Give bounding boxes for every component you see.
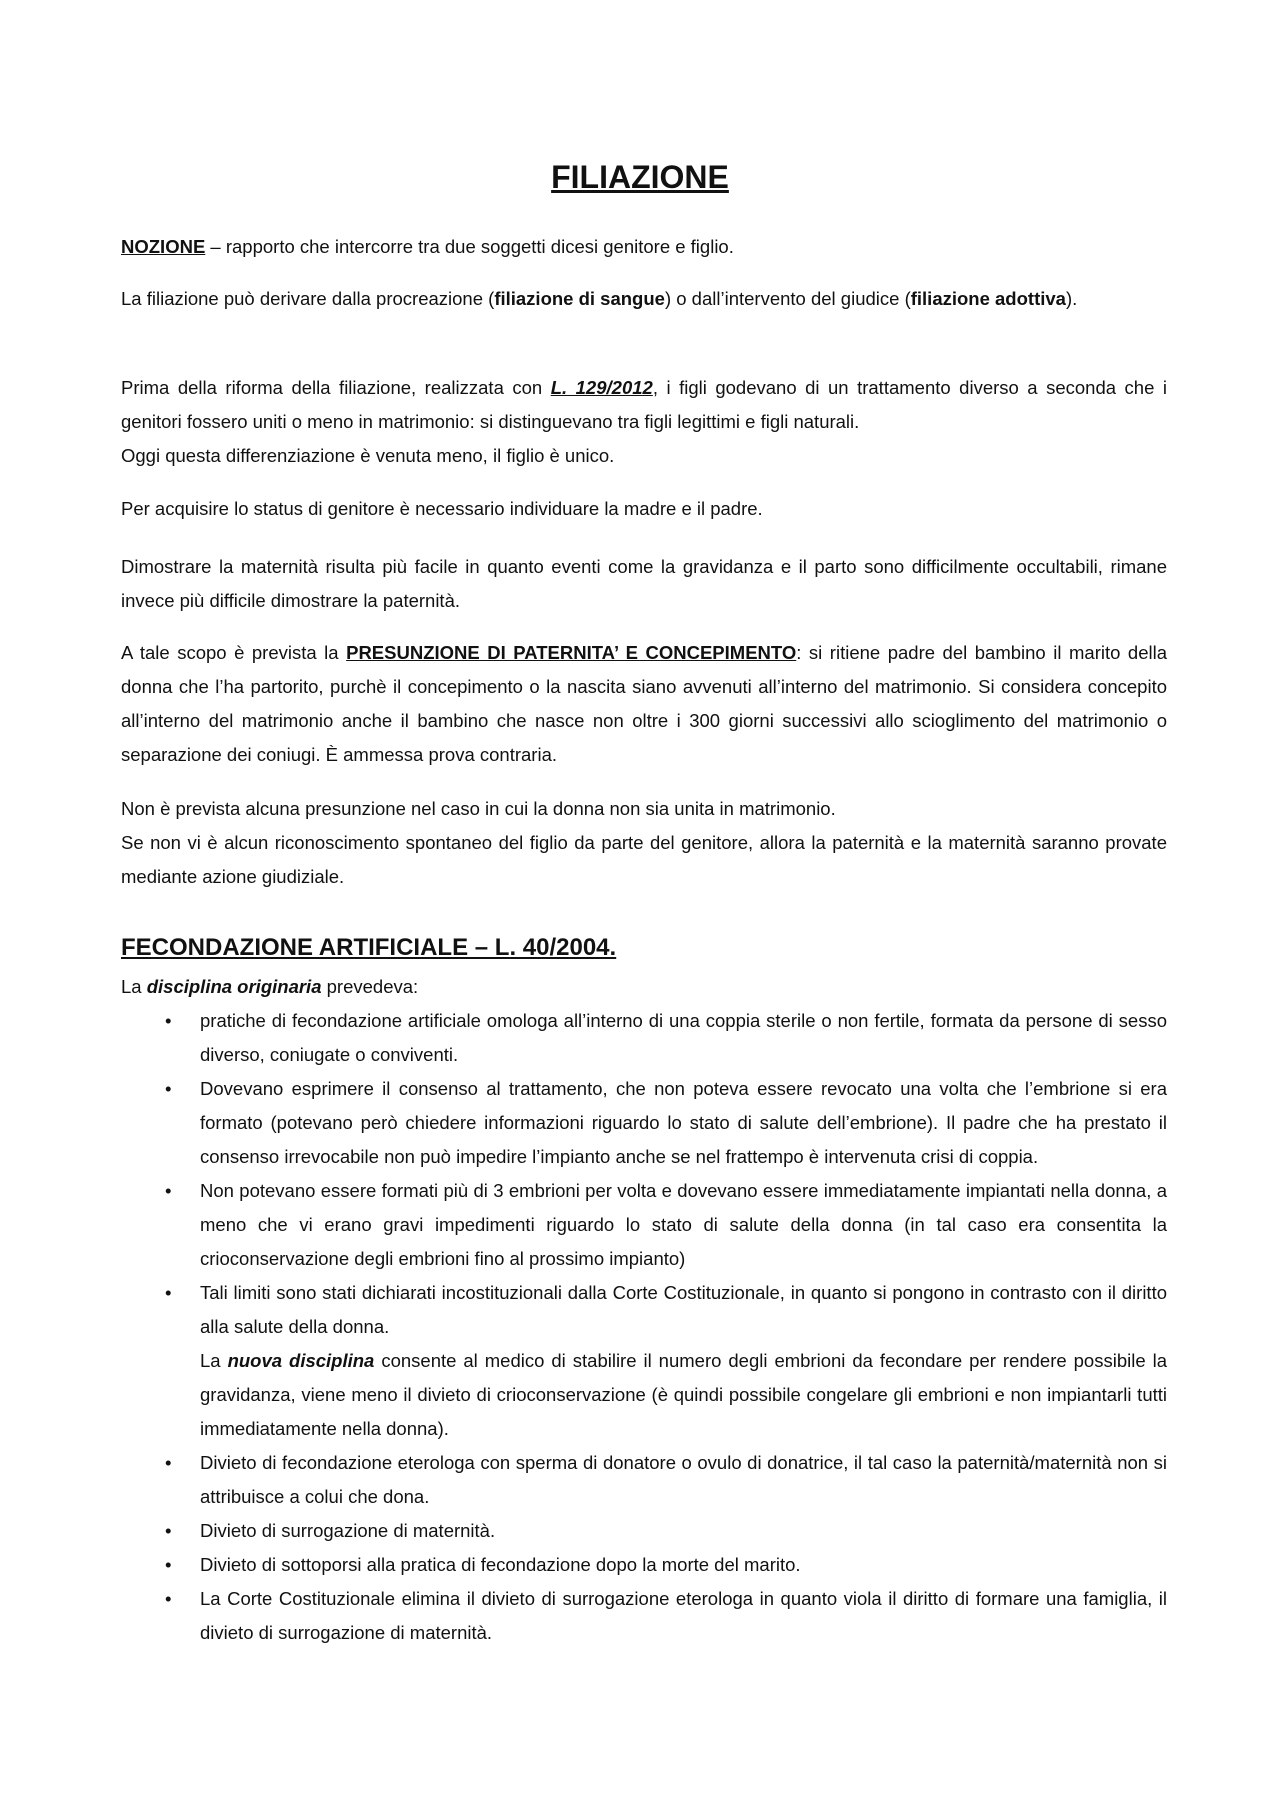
text: Per acquisire lo status di genitore è necessario individuare la madre e il padre.	[121, 498, 763, 519]
paragraph-riforma	[121, 371, 1167, 473]
bold-term: filiazione adottiva	[910, 288, 1066, 309]
bullet-list	[121, 1004, 1167, 1650]
text: , i figli godevano di un trattamento diverso a seconda che i genitori fossero uniti o meno in matrimonio: si distinguevano tra figli legittimi e figli naturali.	[121, 377, 1167, 432]
list-item	[121, 1446, 1167, 1514]
paragraph-filiazione-origin	[121, 282, 1167, 316]
text: La	[121, 976, 147, 997]
paragraph-status	[121, 492, 1167, 526]
paragraph-presunzione	[121, 636, 1167, 772]
page-title: FILIAZIONE	[551, 159, 729, 195]
bold-italic-term: disciplina originaria	[146, 976, 322, 997]
item-text: Divieto di fecondazione eterologa con sperma di donatore o ovulo di donatrice, il tal caso la paternità/maternità non si attribuisce a colui che dona.	[200, 1452, 1167, 1507]
text: Prima della riforma della filiazione, realizzata con	[121, 377, 551, 398]
bullet-icon: •	[165, 1078, 172, 1099]
item-text: Divieto di surrogazione di maternità.	[200, 1520, 496, 1541]
list-item	[121, 1276, 1167, 1446]
text: ).	[1065, 288, 1078, 309]
presunzione-term: PRESUNZIONE DI PATERNITA’ E CONCEPIMENTO	[346, 642, 797, 663]
item-text: Non potevano essere formati più di 3 embrioni per volta e dovevano essere immediatamente impiantati nella donna, a meno che vi erano gravi impedimenti riguardo lo stato di salute della donna (in tal caso era consentita la crioconservazione degli embrioni fino al prossimo impianto)	[200, 1180, 1167, 1269]
list-item	[121, 1514, 1167, 1548]
bullet-icon: •	[165, 1010, 172, 1031]
text: prevedeva:	[321, 976, 419, 997]
section-heading-fecondazione: FECONDAZIONE ARTIFICIALE – L. 40/2004.	[121, 934, 617, 961]
bullet-icon: •	[165, 1282, 172, 1303]
text: Non è prevista alcuna presunzione nel caso in cui la donna non sia unita in matrimonio.	[121, 798, 836, 819]
paragraph-maternita	[121, 550, 1167, 618]
item-text: pratiche di fecondazione artificiale omologa all’interno di una coppia sterile o non fertile, formata da persone di sesso diverso, coniugate o conviventi.	[200, 1010, 1167, 1065]
nozione-label: NOZIONE	[121, 236, 206, 257]
text: consente al medico di stabilire il numero degli embrioni da fecondare per rendere possibile la gravidanza, viene meno il divieto di crioconservazione (è quindi possibile congelare gli embrioni e non impiantarli tutti immediatamente nella donna).	[200, 1350, 1167, 1439]
item-text: Tali limiti sono stati dichiarati incostituzionali dalla Corte Costituzionale, in quanto si pongono in contrasto con il diritto alla salute della donna.	[200, 1282, 1167, 1337]
paragraph-riconoscimento	[121, 792, 1167, 894]
bullet-icon: •	[165, 1554, 172, 1575]
list-item	[121, 1004, 1167, 1072]
bullet-icon: •	[165, 1452, 172, 1473]
text: : si ritiene padre del bambino il marito della donna che l’ha partorito, purchè il concepimento o la nascita siano avvenuti all’interno del matrimonio. Si considera concepito all’interno del matrimonio anche il bambino che nasce non oltre i 300 giorni successivi allo scioglimento del matrimonio o separazione dei coniugi. È ammessa prova contraria.	[121, 642, 1167, 765]
list-item	[121, 1582, 1167, 1650]
bullet-icon: •	[165, 1588, 172, 1609]
item-text: Divieto di sottoporsi alla pratica di fecondazione dopo la morte del marito.	[200, 1554, 801, 1575]
text: Dimostrare la maternità risulta più facile in quanto eventi come la gravidanza e il parto sono difficilmente occultabili, rimane invece più difficile dimostrare la paternità.	[121, 556, 1167, 611]
nuova-disciplina-text	[200, 1344, 1167, 1446]
bold-term: filiazione di sangue	[494, 288, 665, 309]
fecondazione-section	[121, 970, 1167, 1650]
law-reference: L. 129/2012	[550, 377, 653, 398]
list-item	[121, 1174, 1167, 1276]
bold-italic-term: nuova disciplina	[227, 1350, 375, 1371]
list-item	[121, 1548, 1167, 1582]
bullet-icon: •	[165, 1520, 172, 1541]
text: La	[200, 1350, 228, 1371]
item-text: La Corte Costituzionale elimina il divieto di surrogazione eterologa in quanto viola il diritto di formare una famiglia, il divieto di surrogazione di maternità.	[200, 1588, 1167, 1643]
nozione-text: – rapporto che intercorre tra due soggetti dicesi genitore e figlio.	[205, 236, 734, 257]
text: La filiazione può derivare dalla procreazione (	[121, 288, 495, 309]
text: Se non vi è alcun riconoscimento spontaneo del figlio da parte del genitore, allora la paternità e la maternità saranno provate mediante azione giudiziale.	[121, 832, 1167, 887]
bullet-icon: •	[165, 1180, 172, 1201]
text: A tale scopo è prevista la	[121, 642, 347, 663]
item-text: Dovevano esprimere il consenso al trattamento, che non poteva essere revocato una volta che l’embrione si era formato (potevano però chiedere informazioni riguardo lo stato di salute dell’embrione). Il padre che ha prestato il consenso irrevocabile non può impedire l’impianto anche se nel frattempo è intervenuta crisi di coppia.	[200, 1078, 1167, 1167]
list-item	[121, 1072, 1167, 1174]
text: ) o dall’intervento del giudice (	[664, 288, 911, 309]
text: Oggi questa differenziazione è venuta meno, il figlio è unico.	[121, 445, 615, 466]
nozione-paragraph	[121, 230, 1167, 264]
